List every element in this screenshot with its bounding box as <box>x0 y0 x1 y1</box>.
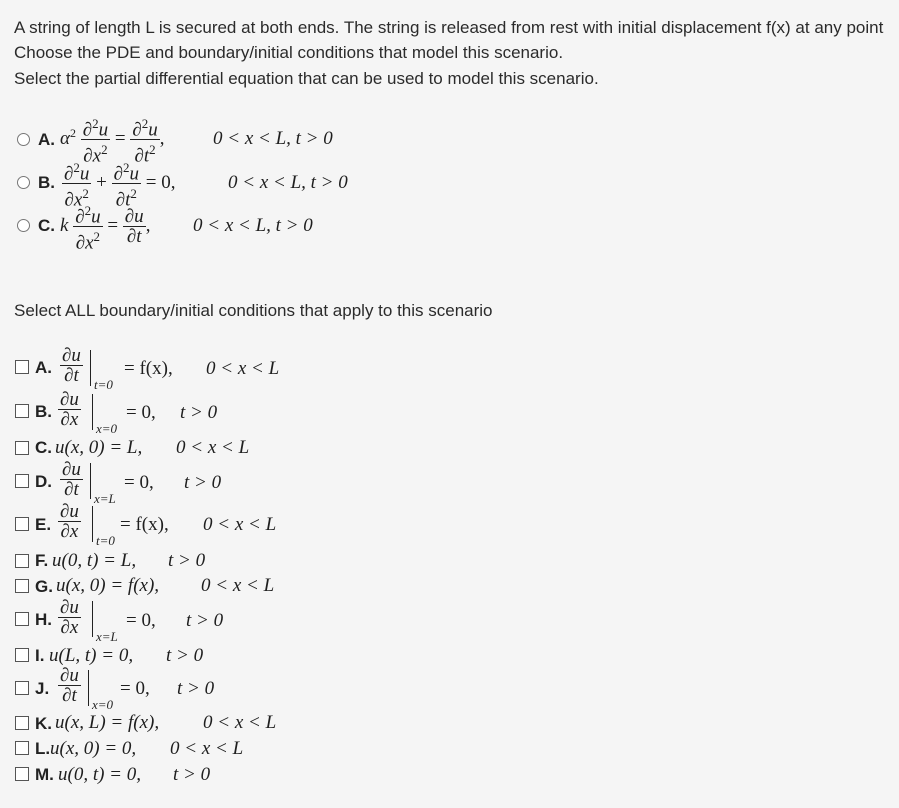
condition-d-rhs: = 0, <box>124 472 154 493</box>
condition-l-checkbox[interactable] <box>15 741 29 755</box>
pde-option-c-equation: k $\frac{\partial^2u}{\partial x^2}$ = $\frac{\partial u}{\partial t}$ , <box>60 203 151 254</box>
condition-a-rhs: = f(x), <box>124 358 173 379</box>
condition-j-eval-bar <box>88 670 89 706</box>
condition-f-checkbox[interactable] <box>15 554 29 568</box>
condition-h-expression: $\frac{\partial u}{\partial x}$ <box>60 597 79 638</box>
problem-statement: A string of length L is secured at both ends. The string is released from rest with initial displacement f(x) at any point <box>14 18 884 37</box>
condition-m-expression: u(0, t) = 0, <box>58 764 142 785</box>
condition-i-expression: u(L, t) = 0, <box>49 645 134 666</box>
condition-a-eval-bar <box>90 350 91 386</box>
pde-option-a-label: A. <box>38 130 55 149</box>
pde-option-b-domain: 0 < x < L, t > 0 <box>228 172 348 193</box>
condition-i-checkbox[interactable] <box>15 648 29 662</box>
condition-g-expression: u(x, 0) = f(x), <box>56 575 160 596</box>
condition-e-rhs: = f(x), <box>120 514 169 535</box>
condition-l-label: L. <box>35 739 51 758</box>
condition-h-domain: t > 0 <box>186 610 224 631</box>
condition-d-subscript: x=L <box>94 491 116 506</box>
condition-a-expression: $\frac{\partial u}{\partial t}$ <box>62 345 81 386</box>
condition-f-expression: u(0, t) = L, <box>52 550 137 571</box>
condition-l-domain: 0 < x < L <box>170 738 244 759</box>
condition-d-domain: t > 0 <box>184 472 222 493</box>
condition-c-expression: u(x, 0) = L, <box>55 437 143 458</box>
condition-j-label: J. <box>35 679 50 698</box>
condition-g-label: G. <box>35 577 53 596</box>
condition-k-label: K. <box>35 714 52 733</box>
condition-a-label: A. <box>35 358 52 377</box>
condition-c-domain: 0 < x < L <box>176 437 250 458</box>
condition-c-checkbox[interactable] <box>15 441 29 455</box>
condition-i-domain: t > 0 <box>166 645 204 666</box>
condition-h-eval-bar <box>92 601 93 637</box>
condition-h-rhs: = 0, <box>126 610 156 631</box>
condition-b-eval-bar <box>92 394 93 430</box>
condition-d-checkbox[interactable] <box>15 474 29 488</box>
condition-j-domain: t > 0 <box>177 678 215 699</box>
pde-option-c-domain: 0 < x < L, t > 0 <box>193 215 313 236</box>
instruction-text: Choose the PDE and boundary/initial conditions that model this scenario. <box>14 43 564 62</box>
condition-b-label: B. <box>35 402 52 421</box>
pde-question: Select the partial differential equation that can be used to model this scenario. <box>14 69 599 88</box>
condition-j-rhs: = 0, <box>120 678 150 699</box>
condition-e-subscript: t=0 <box>96 533 115 548</box>
pde-option-b-radio[interactable] <box>17 176 30 189</box>
pde-option-c-label: C. <box>38 216 55 235</box>
condition-j-checkbox[interactable] <box>15 681 29 695</box>
condition-m-label: M. <box>35 765 54 784</box>
condition-e-eval-bar <box>92 506 93 542</box>
condition-a-subscript: t=0 <box>94 377 113 392</box>
condition-d-eval-bar <box>90 463 91 499</box>
condition-d-expression: $\frac{\partial u}{\partial t}$ <box>62 459 81 500</box>
condition-a-domain: 0 < x < L <box>206 358 280 379</box>
pde-option-a-radio[interactable] <box>17 133 30 146</box>
condition-m-checkbox[interactable] <box>15 767 29 781</box>
condition-a-checkbox[interactable] <box>15 360 29 374</box>
conditions-heading: Select ALL boundary/initial conditions that apply to this scenario <box>14 301 493 320</box>
condition-k-checkbox[interactable] <box>15 716 29 730</box>
condition-e-checkbox[interactable] <box>15 517 29 531</box>
condition-h-subscript: x=L <box>96 629 118 644</box>
condition-c-label: C. <box>35 438 52 457</box>
condition-m-domain: t > 0 <box>173 764 211 785</box>
condition-b-checkbox[interactable] <box>15 404 29 418</box>
pde-option-a-domain: 0 < x < L, t > 0 <box>213 128 333 149</box>
condition-l-expression: u(x, 0) = 0, <box>50 738 137 759</box>
condition-h-checkbox[interactable] <box>15 612 29 626</box>
condition-b-subscript: x=0 <box>96 421 118 436</box>
condition-b-domain: t > 0 <box>180 402 218 423</box>
condition-j-subscript: x=0 <box>92 697 114 712</box>
pde-option-c-radio[interactable] <box>17 219 30 232</box>
pde-option-a-equation: $\alpha^2$ $\frac{\partial^2u}{\partial x^2}$ = $\frac{\partial^2u}{\partial t^2}$ , <box>60 116 165 167</box>
condition-e-expression: $\frac{\partial u}{\partial x}$ <box>60 501 79 542</box>
condition-h-label: H. <box>35 610 52 629</box>
condition-g-checkbox[interactable] <box>15 579 29 593</box>
pde-option-b-equation: $\frac{\partial^2u}{\partial x^2}$ + $\frac{\partial^2u}{\partial t^2}$ = 0, <box>64 160 176 211</box>
condition-i-label: I. <box>35 646 45 665</box>
condition-e-domain: 0 < x < L <box>203 514 277 535</box>
condition-k-expression: u(x, L) = f(x), <box>55 712 160 733</box>
condition-k-domain: 0 < x < L <box>203 712 277 733</box>
condition-e-label: E. <box>35 515 52 534</box>
condition-f-label: F. <box>35 551 49 570</box>
condition-b-expression: $\frac{\partial u}{\partial x}$ <box>60 389 79 430</box>
pde-option-b-label: B. <box>38 173 55 192</box>
condition-j-expression: $\frac{\partial u}{\partial t}$ <box>60 665 79 706</box>
condition-d-label: D. <box>35 472 52 491</box>
condition-b-rhs: = 0, <box>126 402 156 423</box>
condition-f-domain: t > 0 <box>168 550 206 571</box>
condition-g-domain: 0 < x < L <box>201 575 275 596</box>
